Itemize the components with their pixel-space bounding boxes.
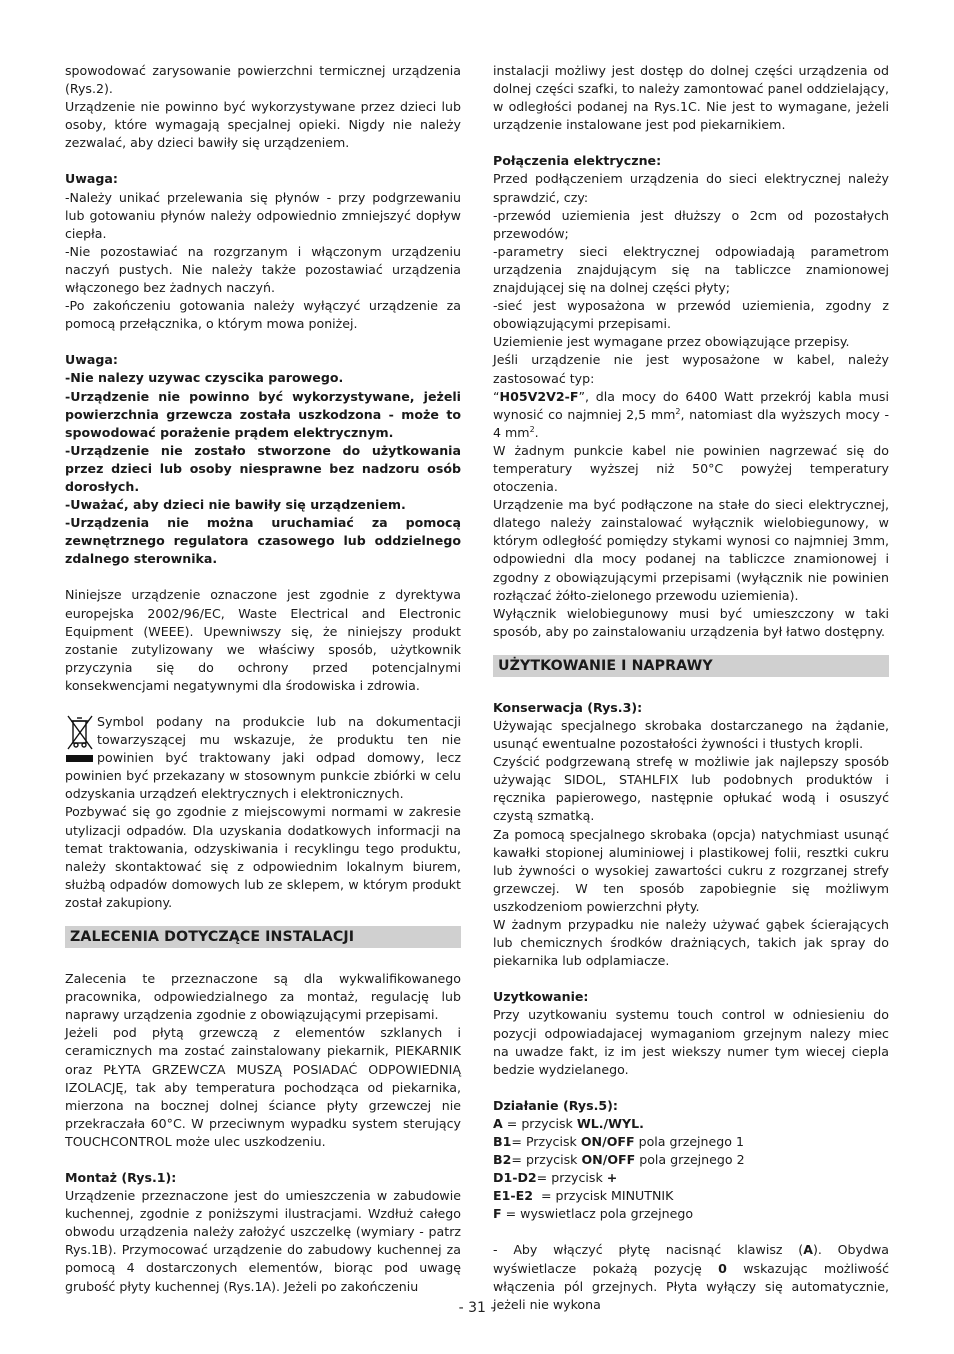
section-heading-installation: ZALECENIA DOTYCZĄCE INSTALACJI xyxy=(65,926,461,948)
legend-item: F = wyswietlacz pola grzejnego xyxy=(493,1206,694,1222)
temperature-text: W żadnym punkcie kabel nie powinien nagrzewać się do temperatury wyższej niż 50°C powyżej temperatury otoczenia. xyxy=(493,442,889,495)
maintenance-paragraph: Czyścić podgrzewaną strefę w możliwie jak najlepszy sposób używając SIDOL, STAHLFIX lub podobnych produktów i ręcznika papierowego, następnie opłukać wodą i osuszyć czystą szmatką. xyxy=(493,754,889,824)
warning1-item: -Nie pozostawiać na rozgrzanym i włączonym urządzeniu naczyń pustych. Nie należy także pozostawiać urządzenia włączonego bez żadnych naczyń. xyxy=(65,243,461,296)
usage-text: Przy uzytkowaniu systemu touch control w odniesieniu do pozycji odpowiadajacej wymaganiom grzejnym nalezy miec na uwadze fakt, iz im jest wiekszy numer tym wiecej ciepla bedzie wydzielanego. xyxy=(493,1007,889,1077)
warning1-item: -Należy unikać przelewania się płynów - przy podgrzewaniu lub gotowaniu płynów należy odpowiednio zmniejszyć dopływ ciepła. xyxy=(65,189,461,241)
legend-item: B1= Przycisk ON/OFF pola grzejnego 1 xyxy=(493,1133,745,1149)
crossed-bin-icon xyxy=(65,713,95,767)
electrical-title: Połączenia elektryczne: xyxy=(493,153,662,169)
installation-paragraph-1: Zalecenia te przeznaczone są dla wykwalifikowanego pracownika, odpowiedzialnego za montaż, regulację lub naprawy urządzenia zgodnie z obowiązującymi przepisami. xyxy=(65,971,461,1023)
cable-type: H05V2V2-F xyxy=(499,388,579,404)
intro-line-2: Urządzenie nie powinno być wykorzystywane przez dzieci lub osoby, które wymagają specjalnej opieki. Nigdy nie należy zezwalać, aby dzieci bawiły się urządzeniem. xyxy=(65,99,461,151)
legend-item: D1-D2= przycisk + xyxy=(493,1170,618,1186)
symbol-paragraph: Symbol podany na produkcie lub na dokumentacji towarzyszącej mu wskazuje, że produktu ten nie powinien być traktowany jaki odpad domowy, lecz powinien być przekazany w stosownym punkcie zbiórki w celu odzyskania urządzeń elektrycznych i elektronicznych. xyxy=(65,714,461,802)
legend-item: E1-E2 = przycisk MINUTNIK xyxy=(493,1188,674,1204)
warning1-item: -Po zakończeniu gotowania należy wyłączyć urządzenie za pomocą przełącznika, o którym mowa poniżej. xyxy=(65,298,461,332)
mounting-text: Urządzenie przeznaczone jest do umieszczenia w zabudowie kuchennej, zgodnie z poniższymi ilustracjami. Wzdłuż całego obwodu urządzenia należy założyć uszczelkę (wymiary - patrz Rys.1B). Przymocować urządzenie do zabudowy kuchennej za pomocą 4 dostarczonych elementów, biorąc pod uwagę grubość płyty kuchennej (Rys.1A). Jeżeli po zakończeniu xyxy=(65,1188,461,1294)
maintenance-paragraph: W żadnym przypadku nie należy używać gąbek ścierających lub chemicznych środków drażniących, takich jak spray do piekarnika lub odplamiacze. xyxy=(493,917,889,969)
warning2-item: -Nie nalezy uzywac czyscika parowego. xyxy=(65,370,344,386)
grounding-text: Uziemienie jest wymagane przez obowiązujące przepisy. xyxy=(493,334,850,350)
electrical-check: -przewód uziemienia jest dłuższy o 2cm od pozostałych przewodów; xyxy=(493,207,889,241)
cable-spec: “H05V2V2-F”, dla mocy do 6400 Watt przekrój kabla musi wynosić co najmniej 2,5 $mm^2$, natomiast dla wyższych mocy - 4 $mm^2$. xyxy=(493,388,889,440)
section-heading-usage: UŻYTKOWANIE I NAPRAWY xyxy=(493,655,889,677)
installation-paragraph-2: Jeżeli pod płytą grzewczą z elementów szklanych i ceramicznych ma zostać zainstalowany piekarnik, PIEKARNIK oraz PŁYTA GRZEWCZA MUSZĄ POSIADAĆ ODPOWIEDNIĄ IZOLACJĘ, tak aby temperatura pochodząca od piekarnika, mierzona na bocznej dolnej ściance płyty grzewczej nie przekraczała 60°C. W przeciwnym wypadku system sterujący TOUCHCONTROL może ulec uszkodzeniu. xyxy=(65,1025,461,1149)
mounting-continued: instalacji możliwy jest dostęp do dolnej części urządzenia od dolnej części szafki, to należy zamontować panel oddzielający, w odległości podanej na Rys.1C. Nie jest to wymagane, jeżeli urządzenie instalowane jest pod piekarnikiem. xyxy=(493,63,889,133)
warning2-item: -Uważać, aby dzieci nie bawiły się urządzeniem. xyxy=(65,497,406,513)
weee-paragraph: Niniejsze urządzenie oznaczone jest zgodnie z dyrektywa europejska 2002/96/EC, Waste Electrical and Electronic Equipment (WEEE). Upewniwszy się, że niniejszy produkt zostanie zutylizowany we właściwy sposób, użytkownik przyczynia się do ochrony przed potencjalnymi konsekwencjami negatywnymi dla środowiska i zdrowia. xyxy=(65,587,461,693)
weee-bar xyxy=(66,755,93,762)
right-column xyxy=(493,62,889,1314)
warning2-title: Uwaga: xyxy=(65,352,118,368)
left-column xyxy=(65,62,461,1296)
switch-access-text: Wyłącznik wielobiegunowy musi być umieszczony w taki sposób, aby po zainstalowaniu urządzenia był łatwo dostępny. xyxy=(493,605,889,639)
operation-paragraph: - Aby włączyć płytę nacisnąć klawisz (A). Obydwa wyświetlacze pokażą pozycję 0 wskazując możliwość włączenia pól grzejnych. Płyta wyłączy się automatycznie, jeżeli nie wykona xyxy=(493,1242,890,1312)
electrical-check: -parametry sieci elektrycznej odpowiadają parametrom urządzenia znajdującym się na tabliczce znamionowej znajdującej się na dolnej części płyty; xyxy=(493,243,889,296)
warning1-title: Uwaga: xyxy=(65,171,118,187)
maintenance-paragraph: Używając specjalnego skrobaka dostarczanego na żądanie, usunąć ewentualne pozostałości żywności i tłustych kropli. xyxy=(493,718,889,752)
electrical-check: -sieć jest wyposażona w przewód uziemienia, zgodny z obowiązującymi przepisami. xyxy=(493,298,889,332)
disposal-paragraph: Pozbywać się go zgodnie z miejscowymi normami w zakresie utylizacji odpadów. Dla uzyskania dodatkowych informacji na temat traktowania, odzyskiwania i recyklingu tego produktu, należy skontaktować się z odpowiednim lokalnym biurem, służbą odpadów domowych lub ze sklepem, w którym produkt został zakupiony. xyxy=(65,804,461,910)
maintenance-title: Konserwacja (Rys.3): xyxy=(493,699,643,715)
warning2-item: -Urządzenie nie powinno być wykorzystywane, jeżeli powierzchnia grzewcza została uszkodzona - może to spowodować porażenie prądem elektrycznym. xyxy=(65,388,461,440)
page-number: - 31 - xyxy=(458,1300,496,1316)
intro-line-1: spowodować zarysowanie powierzchni termicznej urządzenia (Rys.2). xyxy=(65,63,461,97)
legend-item: B2= przycisk ON/OFF pola grzejnego 2 xyxy=(493,1152,745,1168)
operation-title: Działanie (Rys.5): xyxy=(493,1097,618,1113)
warning2-item: -Urządzenie nie zostało stworzone do użytkowania przez dzieci lub osoby niesprawne bez nadzoru osób dorosłych. xyxy=(65,442,461,494)
warning2-item: -Urządzenia nie można uruchamiać za pomocą zewnętrznego regulatora czasowego lub oddzielnego zdalnego sterownika. xyxy=(65,515,461,567)
usage-title: Uzytkowanie: xyxy=(493,989,589,1005)
permanent-connection-text: Urządzenie ma być podłączone na stałe do sieci elektrycznej, dlatego należy zainstalować wyłącznik wielobiegunowy, w którym odległość pomiędzy stykami wynosi co najmniej 3mm, odpowiedni dla mocy podanej na tabliczce znamionowej i zgodny z obowiązującymi przepisami (wyłącznik nie powinien rozłączać żółto-zielonego przewodu uziemienia). xyxy=(493,497,889,603)
mounting-title: Montaż (Rys.1): xyxy=(65,1169,177,1185)
weee-symbol-block xyxy=(65,713,461,803)
electrical-intro: Przed podłączeniem urządzenia do sieci elektrycznej należy sprawdzić, czy: xyxy=(493,171,889,205)
legend-item: A = przycisk WL./WYL. xyxy=(493,1115,644,1131)
maintenance-paragraph: Za pomocą specjalnego skrobaka (opcja) natychmiast usunąć kawałki stopionej aluminiowej i plastikowej folii, resztki cukru lub żywności o wysokiej zawartości cukru z rozgrzanej strefy grzewczej. W ten sposób zapobiegnie się możliwym uszkodzeniom powierzchni płyty. xyxy=(493,826,889,914)
cable-intro: Jeśli urządzenie nie jest wyposażone w kabel, należy zastosować typ: xyxy=(493,352,889,386)
